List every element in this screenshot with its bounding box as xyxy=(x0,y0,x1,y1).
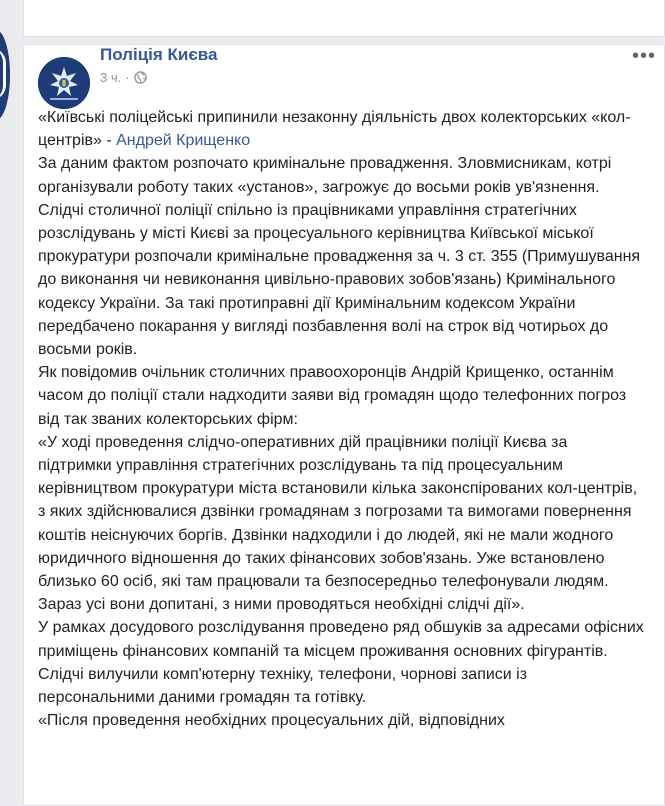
post-paragraph: Як повідомив очільник столичних правоохоронців Андрій Крищенко, останнім часом до поліції стали надходити заяви від громадян щодо телефонних погроз від так званих колекторських фірм: xyxy=(38,364,627,428)
post-paragraph: У рамках досудового розслідування проведено ряд обшуків за адресами офісних приміщень фінансових компаній та місцем проживання основних фігурантів. Слідчі вилучили комп'ютерну техніку, телефони, чорнові записи із персональними даними громадян та готівку. xyxy=(38,619,644,707)
post-paragraph: Слідчі столичної поліції спільно із працівниками управління стратегічних розслідувань у місті Києві за процесуального керівництва Київської міської прокуратури розпочали кримінальне провадження за ч. 3 ст. 355 (Примушування до виконання чи невиконання цивільно-правових зобов'язань) Кримінального кодексу України. За такі протиправні дії Кримінальним кодексом України передбачено покарання у вигляді позбавлення волі на строк від чотирьох до восьми років. xyxy=(38,201,641,359)
more-options-icon[interactable]: ••• xyxy=(631,45,656,67)
page-avatar[interactable] xyxy=(38,57,90,109)
post-meta xyxy=(100,70,147,85)
post-paragraph: За даним фактом розпочато кримінальне провадження. Зловмисникам, котрі організували роботу таких «установ», загрожує до восьми років ув'язнення. xyxy=(38,155,612,196)
post-headline: «Київські поліцейські припинили незаконну діяльність двох колекторських «кол-центрів» - Андрей Крищенко xyxy=(38,109,631,150)
tagged-person-link[interactable]: Андрей Крищенко xyxy=(116,132,251,150)
post-paragraph: «У ході проведення слідчо-оперативних дій працівники поліції Києва за підтримки управління стратегічних розслідувань та під процесуальним керівництвом прокуратури міста встановили кілька законспірованих кол-центрів, з яких здійснювалися дзвінки громадянам з погрозами та вимогами повернення коштів неіснуючих боргів. Дзвінки надходили і до людей, які не мали жодного юридичного відношення до таких фінансових зобов'язань. Уже встановлено близько 60 осіб, які там працювали та безпосередньо телефонували людям. Зараз усі вони допитані, з ними проводяться необхідні слідчі дії». xyxy=(38,433,638,614)
page-name-link[interactable]: Поліція Києва xyxy=(100,45,218,64)
separator-dot: · xyxy=(125,70,130,85)
post-timestamp[interactable]: 3 ч. xyxy=(100,70,122,85)
police-star-icon xyxy=(38,57,90,109)
previous-post-card xyxy=(23,0,665,37)
facebook-post xyxy=(23,44,665,806)
globe-icon[interactable] xyxy=(134,71,147,84)
chat-avatar-edge[interactable] xyxy=(0,30,10,120)
post-paragraph: «Після проведення необхідних процесуальних дій, відповідних xyxy=(38,712,505,730)
post-body xyxy=(38,106,644,732)
